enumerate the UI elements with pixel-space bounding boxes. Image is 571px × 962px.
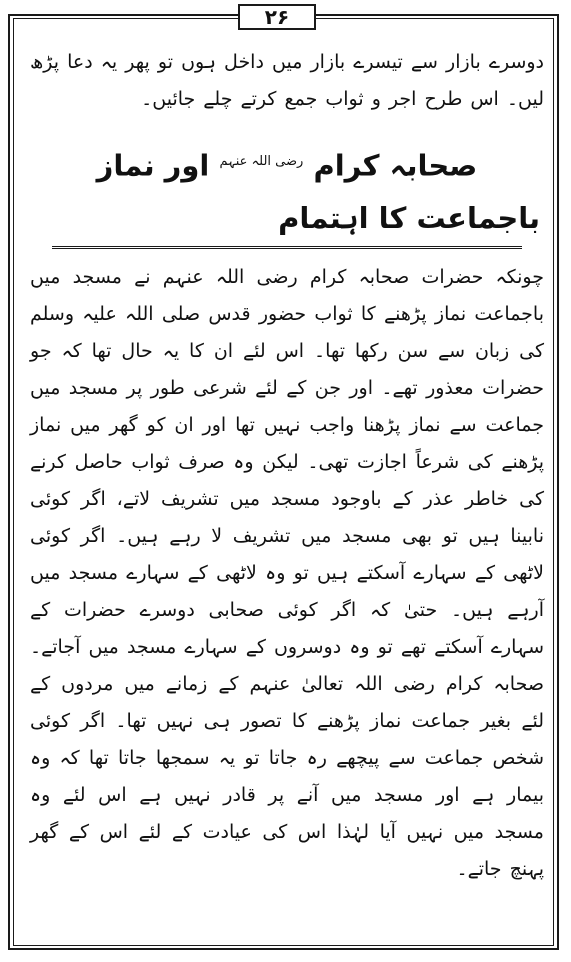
heading-honorific: رضی اللہ عنہم	[219, 154, 304, 169]
page-content	[30, 44, 544, 888]
heading-underline	[52, 246, 522, 249]
page-number-text: ۲۶	[264, 5, 290, 29]
intro-paragraph: دوسرے بازار سے تیسرے بازار میں داخل ہوں تو پھر یہ دعا پڑھ لیں۔ اس طرح اجر و ثواب جمع کرتے چلے جائیں۔	[30, 51, 544, 110]
page-number	[238, 4, 316, 30]
body-paragraph: چونکہ حضرات صحابہ کرام رضی اللہ عنہم نے مسجد میں باجماعت نماز پڑھنے کا ثواب حضور قدس صلی اللہ علیہ وسلم کی زبان سے سن رکھا تھا۔ اس لئے ان کا یہ حال تھا کہ جو حضرات معذور تھے۔ اور جن کے لئے شرعی طور پر مسجد میں جماعت سے نماز پڑھنا واجب نہیں تھا اور ان کو گھر میں نماز پڑھنے کی شرعاً اجازت تھی۔ لیکن وہ صرف ثواب حاصل کرنے کی خاطر عذر کے باوجود مسجد میں تشریف لاتے، اگر کوئی نابینا ہیں تو بھی مسجد میں تشریف لا رہے ہیں۔ اگر کوئی لاٹھی کے سہارے آسکتے ہیں تو وہ لاٹھی کے سہارے مسجد میں آرہے ہیں۔ حتیٰ کہ اگر کوئی صحابی دوسرے حضرات کے سہارے آسکتے تھے تو وہ دوسروں کے سہارے مسجد میں آجاتے۔ صحابہ کرام رضی اللہ تعالیٰ عنہم کے زمانے میں مردوں کے لئے بغیر جماعت نماز پڑھنے کا تصور ہی نہیں تھا۔ اگر کوئی شخص جماعت سے پیچھے رہ جاتا تو یہ سمجھا جاتا تھا کہ وہ بیمار ہے اور مسجد میں آنے پر قادر نہیں ہے اس لئے وہ مسجد میں نہیں آیا لہٰذا اس کی عیادت کے لئے اس کے گھر پہنچ جاتے۔	[30, 265, 544, 880]
heading-part-1: صحابہ کرام	[313, 148, 478, 183]
section-heading	[30, 136, 544, 246]
section-heading-block	[30, 136, 544, 249]
heading-part-2: اور نماز باجماعت کا اہتمام	[96, 148, 540, 235]
